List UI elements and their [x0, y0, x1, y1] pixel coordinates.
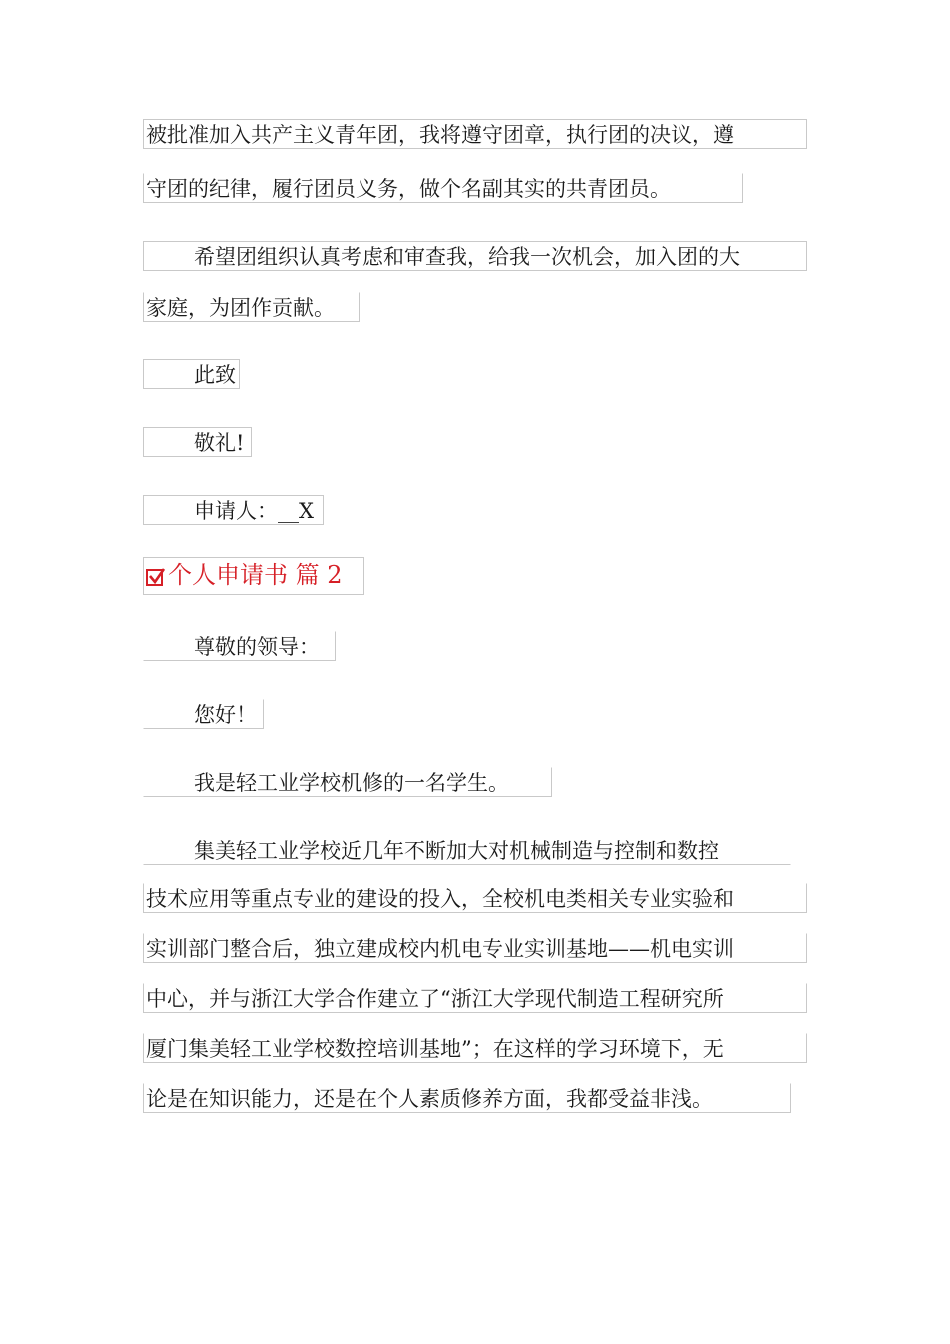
greeting-line: 尊敬的领导： [143, 631, 336, 661]
heading-text: 个人申请书 篇 2 [168, 561, 343, 589]
paragraph-line: 中心，并与浙江大学合作建立了“浙江大学现代制造工程研究所 [143, 983, 807, 1013]
paragraph-line: 论是在知识能力，还是在个人素质修养方面，我都受益非浅。 [143, 1083, 791, 1113]
paragraph-line: 厦门集美轻工业学校数控培训基地”；在这样的学习环境下，无 [143, 1033, 807, 1063]
applicant-line: 申请人：__X [143, 495, 324, 525]
greeting-line: 您好！ [143, 699, 264, 729]
checkbox-checked-icon [146, 569, 163, 586]
paragraph-line: 被批准加入共产主义青年团，我将遵守团章，执行团的决议，遵 [143, 119, 807, 149]
paragraph-line: 希望团组织认真考虑和审查我，给我一次机会，加入团的大 [143, 241, 807, 271]
closing-line: 此致 [143, 359, 240, 389]
paragraph-line: 守团的纪律，履行团员义务，做个名副其实的共青团员。 [143, 173, 743, 203]
paragraph-line: 我是轻工业学校机修的一名学生。 [143, 767, 552, 797]
paragraph-line: 技术应用等重点专业的建设的投入，全校机电类相关专业实验和 [143, 883, 807, 913]
paragraph-line: 家庭，为团作贡献。 [143, 292, 360, 322]
paragraph-line: 实训部门整合后，独立建成校内机电专业实训基地——机电实训 [143, 933, 807, 963]
paragraph-line: 集美轻工业学校近几年不断加大对机械制造与控制和数控 [143, 835, 791, 865]
salutation-line: 敬礼! [143, 427, 252, 457]
section-heading [143, 557, 364, 595]
